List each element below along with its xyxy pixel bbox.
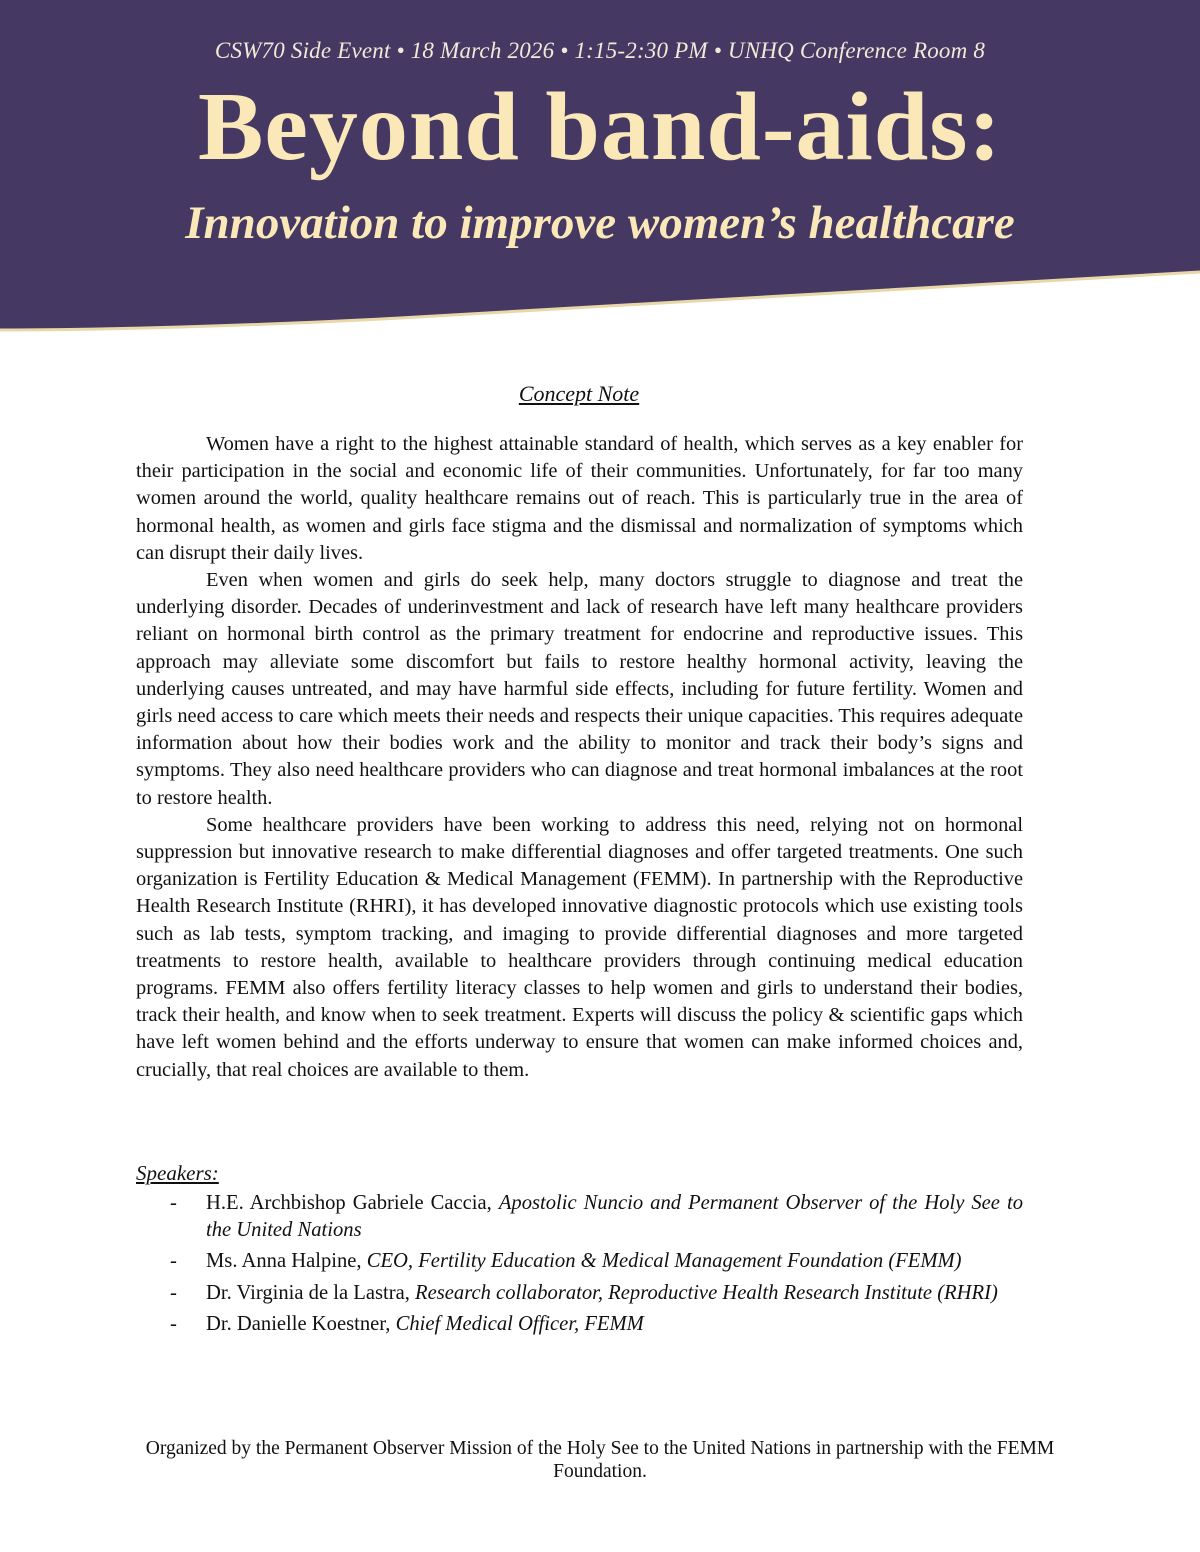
speaker-name: Ms. Anna Halpine, [206,1250,367,1273]
list-dash: - [170,1250,177,1273]
list-dash: - [170,1192,177,1214]
concept-note-heading: Concept Note [518,381,640,406]
speaker-role: Apostolic Nuncio and Permanent Observer of the Holy See to the United Nations [206,1192,1023,1242]
speaker-name: H.E. Archbishop Gabriele Caccia, [206,1192,499,1214]
speaker-name: Dr. Danielle Koestner, [206,1312,396,1335]
event-title: Beyond band-aids: [197,73,1002,181]
speakers-heading: Speakers: [136,1161,219,1185]
header-banner [0,0,1200,345]
paragraph-3: Some healthcare providers have been working to address this need, relying not on hormonal suppression but innovative research to make differential diagnoses and offer targeted treatments. One such organization is Fertility Education & Medical Management (FEMM). In partnership with the Reproductive Health Research Institute (RHRI), it has developed innovative diagnostic protocols which use existing tools such as lab tests, symptom tracking, and imaging to provide differential diagnoses and more targeted treatments to restore health, available to healthcare providers through continuing medical education programs. FEMM also offers fertility literacy classes to help women and girls to understand their bodies, track their health, and know when to seek treatment. Experts will discuss the policy & scientific gaps which have left women behind and the efforts underway to ensure that women can make informed choices and, crucially, that real choices are available to them. [136,813,1023,1081]
event-details: CSW70 Side Event • 18 March 2026 • 1:15-2:30 PM • UNHQ Conference Room 8 [214,38,986,63]
list-dash: - [170,1312,177,1335]
paragraph-1: Women have a right to the highest attainable standard of health, which serves as a key enabler for their participation in the social and economic life of their communities. Unfortunately, for far too many women around the world, quality healthcare remains out of reach. This is particularly true in the area of hormonal health, as women and girls face stigma and the dismissal and normalization of symptoms which can disrupt their daily lives. [136,433,1023,564]
speaker-item [136,1248,1023,1275]
list-dash: - [170,1281,177,1304]
concept-note-body [136,431,1023,1084]
speaker-item [136,1190,1023,1244]
speaker-item [136,1280,1023,1307]
event-subtitle: Innovation to improve women’s healthcare [185,197,1015,249]
speaker-item [136,1311,1023,1338]
speaker-role: CEO, Fertility Education & Medical Management Foundation (FEMM) [366,1250,962,1273]
paragraph-2: Even when women and girls do seek help, many doctors struggle to diagnose and treat the underlying disorder. Decades of underinvestment and lack of research have left many healthcare providers reliant on hormonal birth control as the primary treatment for endocrine and reproductive issues. This approach may alleviate some discomfort but fails to restore healthy hormonal activity, leaving the underlying causes untreated, and may have harmful side effects, including for future fertility. Women and girls need access to care which meets their needs and respects their unique capacities. This requires adequate information about how their bodies work and the ability to monitor and track their body’s signs and symptoms. They also need healthcare providers who can diagnose and treat hormonal imbalances at the root to restore health. [136,569,1023,809]
speaker-name: Dr. Virginia de la Lastra, [206,1281,416,1304]
speakers-list [136,1190,1023,1342]
speaker-role: Research collaborator, Reproductive Health Research Institute (RHRI) [415,1281,998,1304]
organizer-footer: Organized by the Permanent Observer Mission of the Holy See to the United Nations in partnership with the FEMM Foundation. [145,1438,1055,1482]
speaker-role: Chief Medical Officer, FEMM [395,1312,644,1335]
